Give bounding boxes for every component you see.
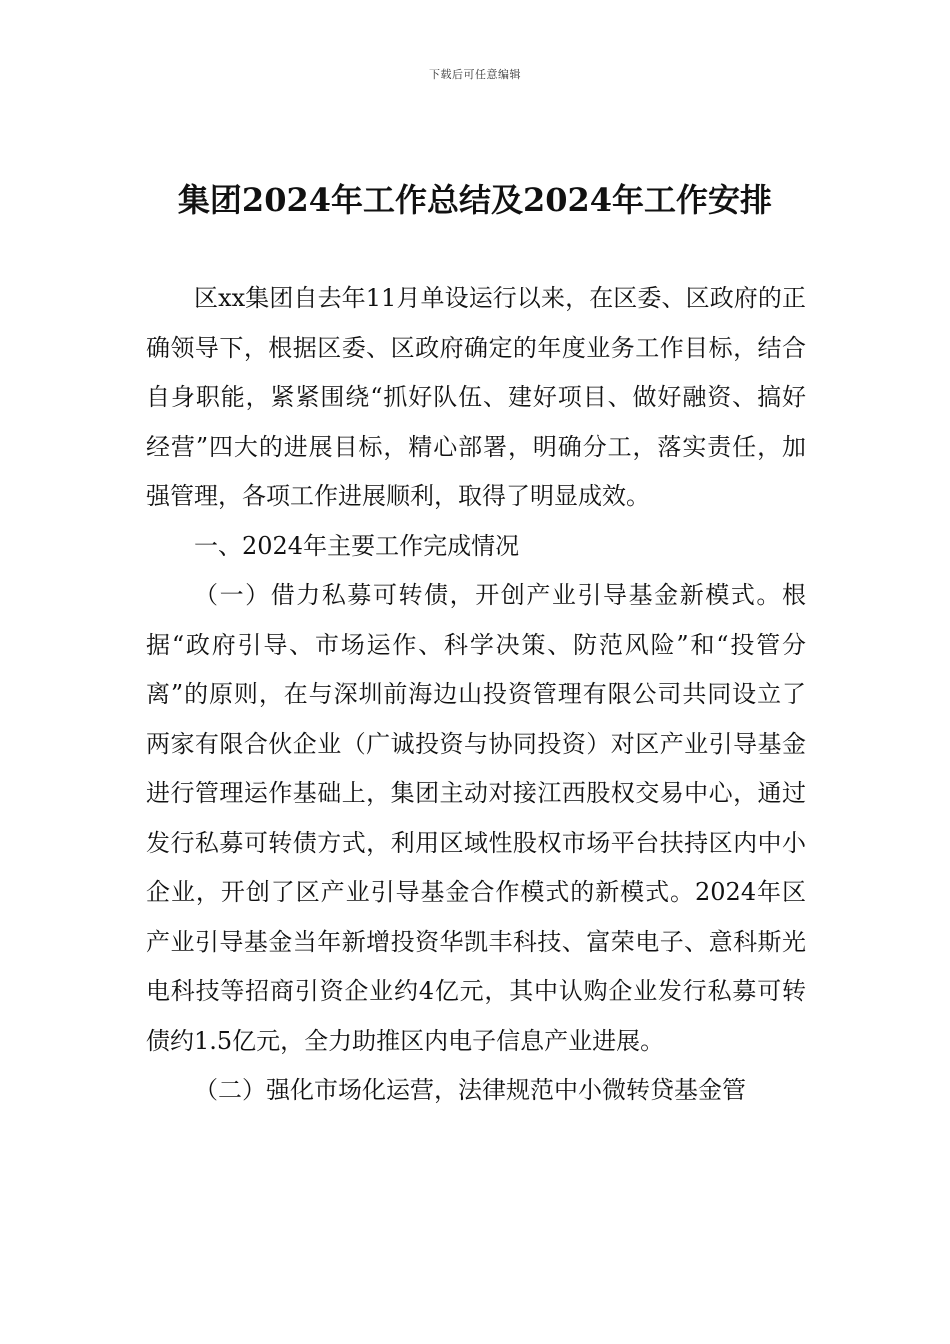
header-note: 下载后可任意编辑 [429,68,521,81]
intro-paragraph: 区xx集团自去年11月单设运行以来，在区委、区政府的正确领导下，根据区委、区政府确定的年度业务工作目标，结合自身职能，紧紧围绕“抓好队伍、建好项目、做好融资、搞好经营”四大的进展目标，精心部署，明确分工，落实责任，加强管理，各项工作进展顺利，取得了明显成效。 [146,284,806,510]
document-title: 集团2024年工作总结及2024年工作安排 [177,181,773,219]
section-heading-1: 一、2024年主要工作完成情况 [194,531,520,560]
subsection-paragraph-1: （一）借力私募可转债，开创产业引导基金新模式。根据“政府引导、市场运作、科学决策、防范风险”和“投管分离”的原则，在与深圳前海边山投资管理有限公司共同设立了两家有限合伙企业（广诚投资与协同投资）对区产业引导基金进行管理运作基础上，集团主动对接江西股权交易中心，通过发行私募可转债方式，利用区域性股权市场平台扶持区内中小企业，开创了区产业引导基金合作模式的新模式。2024年区产业引导基金当年新增投资华凯丰科技、富荣电子、意科斯光电科技等招商引资企业约4亿元，其中认购企业发行私募可转债约1.5亿元，全力助推区内电子信息产业进展。 [146,581,806,1055]
document-body [146,274,806,1116]
subsection-paragraph-2: （二）强化市场化运营，法律规范中小微转贷基金管 [194,1076,746,1104]
